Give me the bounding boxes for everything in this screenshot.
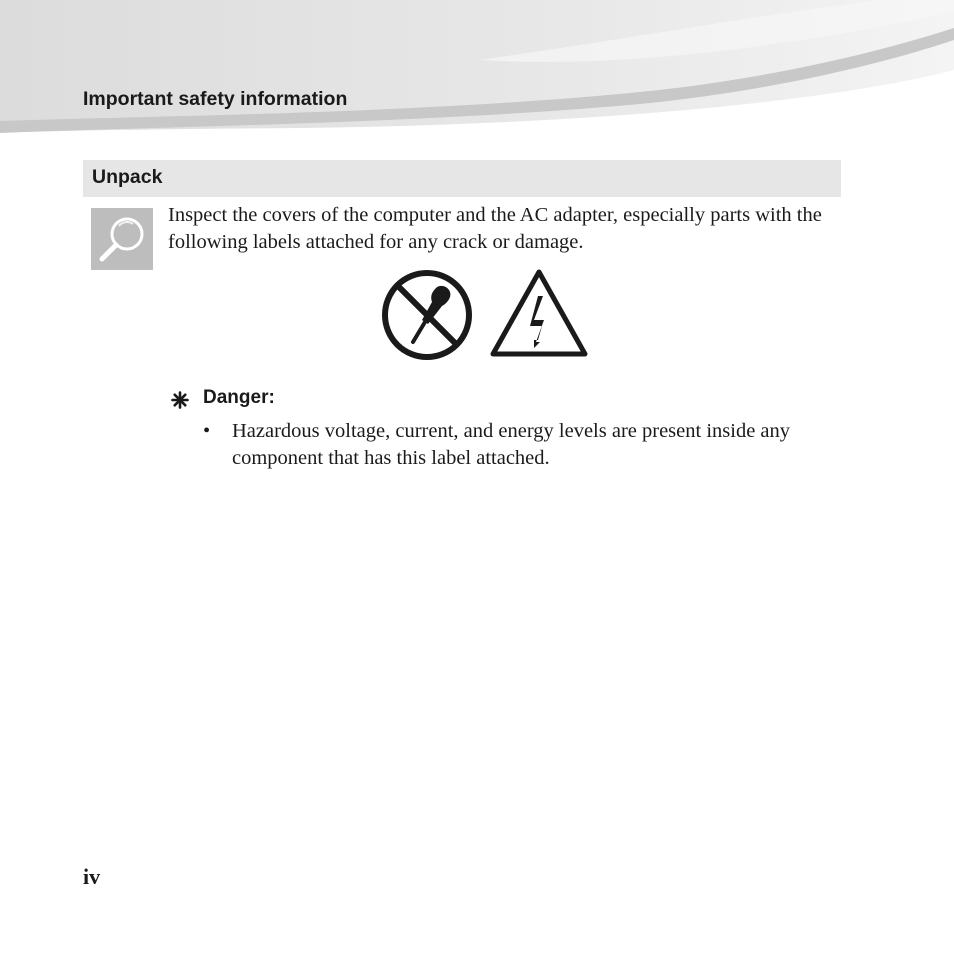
page-number: iv bbox=[83, 864, 101, 889]
danger-icon bbox=[171, 391, 189, 409]
section-title: Unpack bbox=[92, 166, 163, 188]
page-header-title: Important safety information bbox=[83, 88, 348, 110]
no-screwdriver-icon bbox=[380, 268, 474, 362]
danger-item: Hazardous voltage, current, and energy levels are present inside any component that has this label attached. bbox=[232, 420, 791, 469]
danger-label: Danger: bbox=[203, 387, 275, 408]
magnifier-icon bbox=[91, 208, 153, 270]
inspect-instructions: Inspect the covers of the computer and the AC adapter, especially parts with the following labels attached for any crack or damage. bbox=[168, 204, 822, 253]
header-swoosh bbox=[0, 0, 954, 140]
electrical-hazard-icon bbox=[490, 268, 588, 358]
section-heading-bar bbox=[83, 160, 841, 197]
warning-labels bbox=[380, 266, 590, 360]
bullet-symbol: • bbox=[203, 420, 211, 442]
